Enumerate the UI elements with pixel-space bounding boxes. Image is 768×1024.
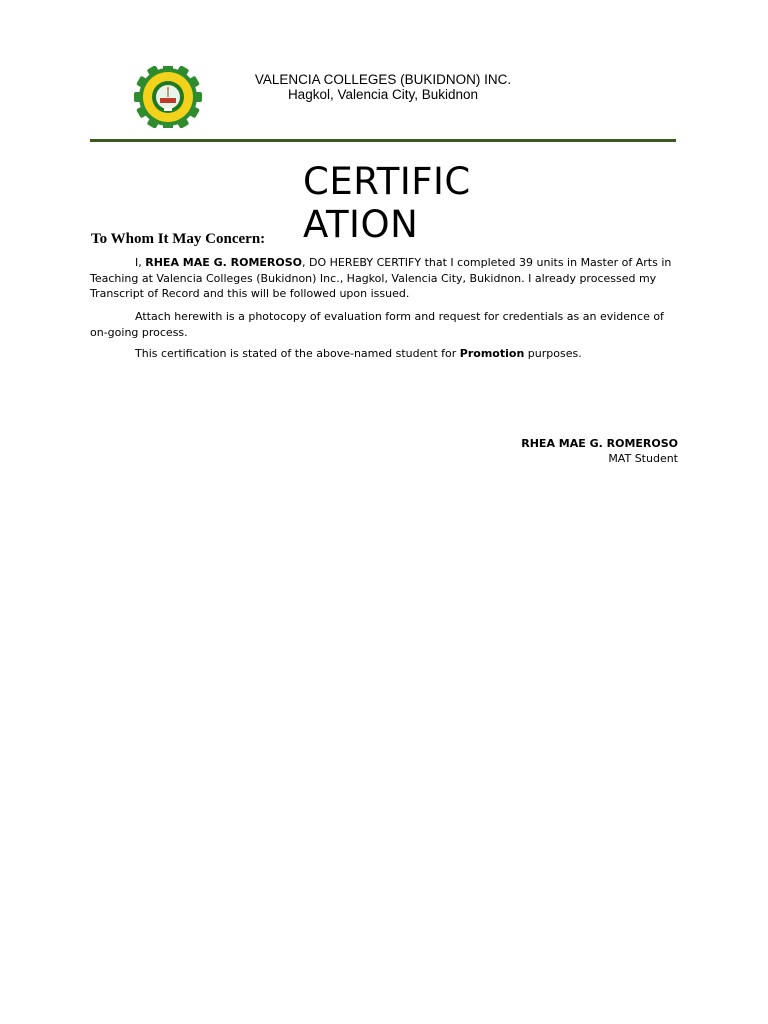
letterhead	[222, 72, 544, 102]
purpose-paragraph	[90, 346, 676, 362]
school-address: Hagkol, Valencia City, Bukidnon	[287, 87, 479, 102]
document-title: CERTIFICATION	[303, 160, 471, 246]
salutation: To Whom It May Concern:	[91, 231, 266, 247]
student-name: RHEA MAE G. ROMEROSO	[145, 256, 302, 269]
attachment-paragraph	[90, 309, 676, 340]
signatory-name: RHEA MAE G. ROMEROSO	[521, 437, 678, 450]
paragraph3-prefix: This certification is stated of the above-named student for	[135, 347, 460, 360]
paragraph1-prefix: I,	[135, 256, 146, 269]
paragraph2-text: Attach herewith is a photocopy of evaluation form and request for credentials as an evidence of on-going process.	[90, 310, 664, 339]
signatory-role: MAT Student	[608, 451, 678, 465]
purpose: Promotion	[459, 347, 525, 360]
school-name: VALENCIA COLLEGES (BUKIDNON) INC.	[254, 72, 512, 87]
signature-block	[521, 437, 678, 466]
paragraph3-suffix: purposes.	[524, 347, 582, 360]
school-logo	[127, 66, 209, 128]
header-divider	[90, 139, 676, 142]
paragraph1-rest: , DO HEREBY CERTIFY that I completed 39 units in Master of Arts in Teaching at Valencia Colleges (Bukidnon) Inc., Hagkol, Valencia City, Bukidnon. I already processed my Transcript of Record and this will be followed upon issued.	[90, 256, 672, 300]
certification-paragraph	[90, 255, 676, 302]
